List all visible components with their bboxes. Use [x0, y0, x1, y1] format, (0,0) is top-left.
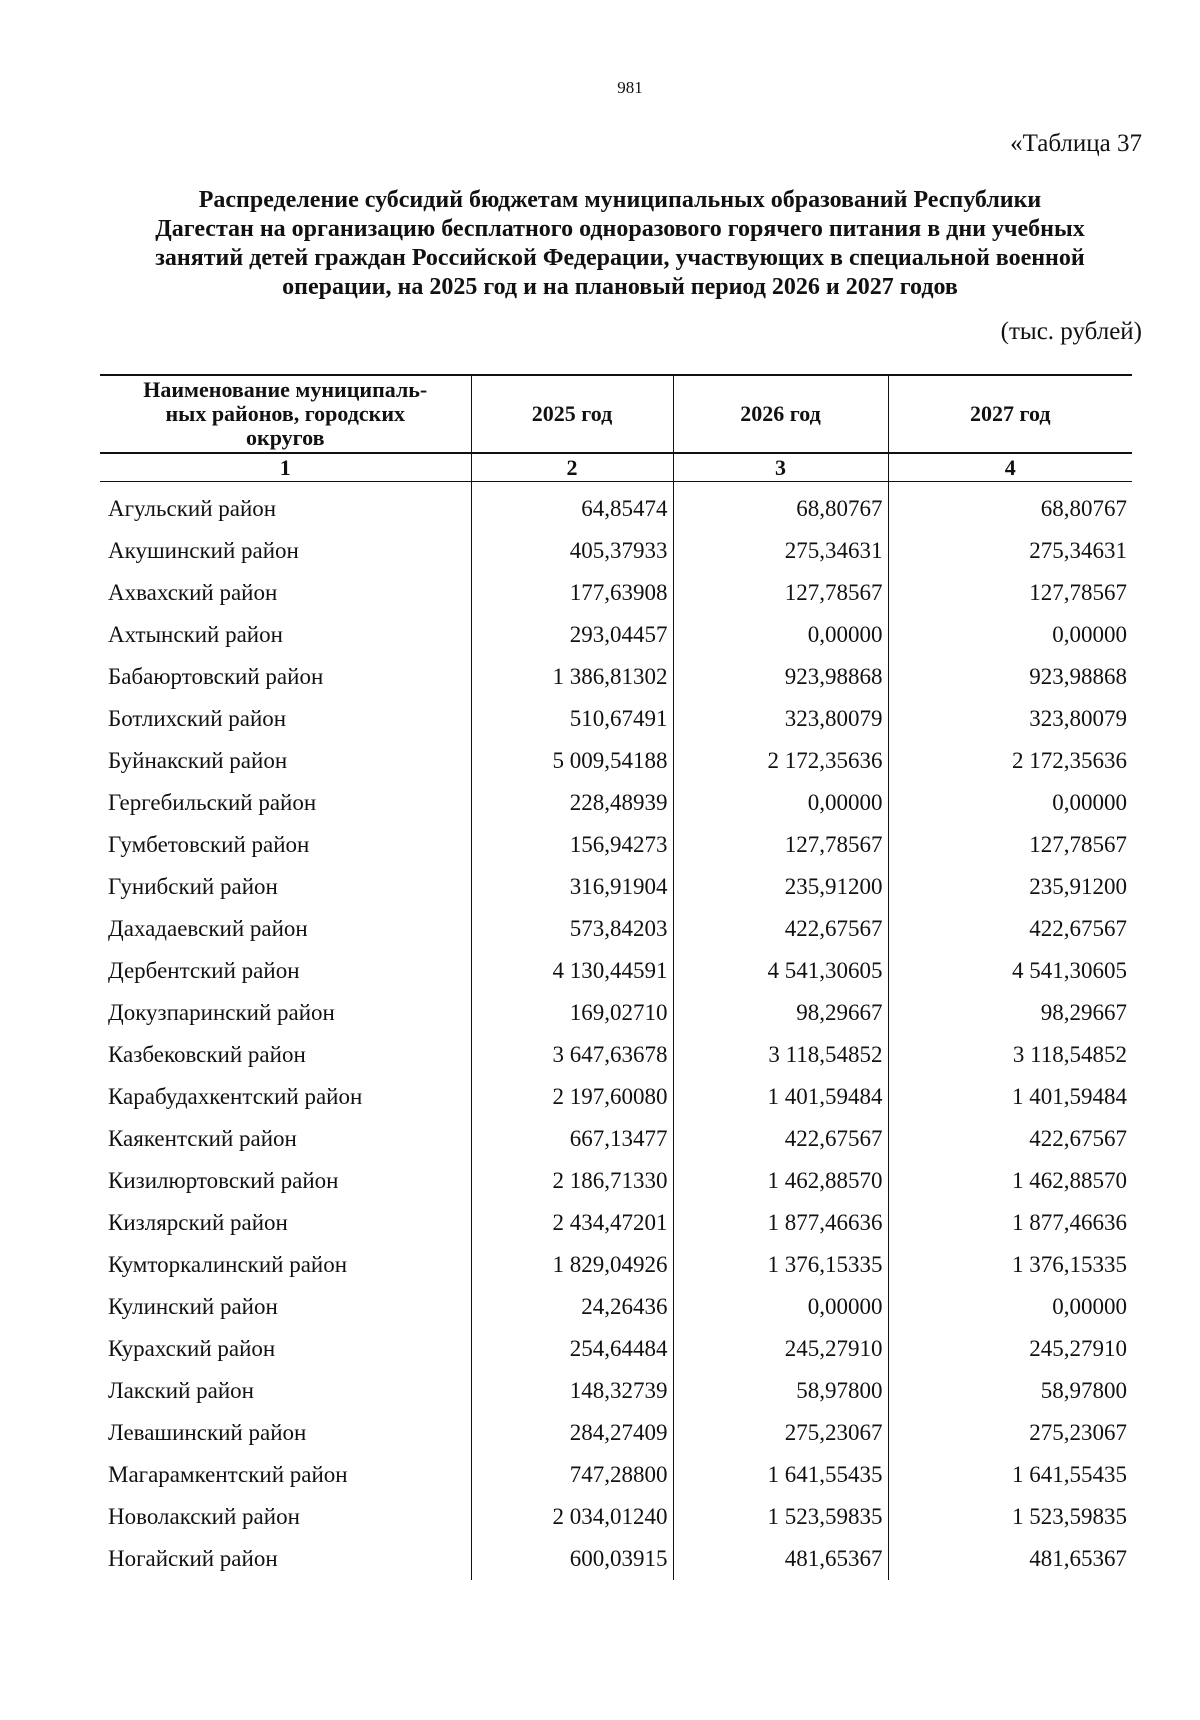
municipality-name-cell: Курахский район [108, 1336, 276, 1361]
value-2025-cell: 1 829,04926 [471, 1244, 673, 1286]
value-2027-cell: 0,00000 [888, 782, 1132, 824]
value-2027-cell: 0,00000 [888, 1286, 1132, 1328]
value-2027-cell: 1 401,59484 [888, 1076, 1132, 1118]
value-2027-cell: 0,00000 [888, 614, 1132, 656]
value-2027-cell: 1 641,55435 [888, 1454, 1132, 1496]
column-number: 1 [100, 453, 471, 482]
value-2026-cell: 3 118,54852 [673, 1034, 888, 1076]
column-number-row [100, 453, 1132, 482]
value-2025-cell: 667,13477 [471, 1118, 673, 1160]
value-2026-cell: 0,00000 [673, 782, 888, 824]
municipality-name-cell: Дахадаевский район [108, 916, 308, 941]
table-row [100, 1244, 1132, 1286]
table-row [100, 1118, 1132, 1160]
value-2025-cell: 169,02710 [471, 992, 673, 1034]
value-2027-cell: 68,80767 [888, 482, 1132, 531]
municipality-name-cell: Новолакский район [108, 1504, 300, 1529]
value-2025-cell: 5 009,54188 [471, 740, 673, 782]
value-2026-cell: 275,34631 [673, 530, 888, 572]
subsidy-table [100, 374, 1132, 1580]
page-number: 981 [617, 78, 643, 97]
header-name-line: округов [246, 425, 325, 450]
value-2025-cell: 2 034,01240 [471, 1496, 673, 1538]
column-number: 3 [673, 453, 888, 482]
value-2026-cell: 4 541,30605 [673, 950, 888, 992]
municipality-name-cell: Гунибский район [108, 874, 278, 899]
value-2027-cell: 275,23067 [888, 1412, 1132, 1454]
municipality-name-cell: Каякентский район [108, 1126, 297, 1151]
table-row [100, 656, 1132, 698]
table-row [100, 482, 1132, 531]
value-2027-cell: 245,27910 [888, 1328, 1132, 1370]
value-2027-cell: 1 462,88570 [888, 1160, 1132, 1202]
value-2026-cell: 68,80767 [673, 482, 888, 531]
municipality-name-cell: Лакский район [108, 1378, 254, 1403]
value-2027-cell: 4 541,30605 [888, 950, 1132, 992]
units-label: (тыс. рублей) [1000, 318, 1142, 345]
value-2025-cell: 747,28800 [471, 1454, 673, 1496]
column-number: 2 [471, 453, 673, 482]
table-row [100, 740, 1132, 782]
table-row [100, 1538, 1132, 1580]
table-row [100, 530, 1132, 572]
table-row [100, 908, 1132, 950]
value-2025-cell: 316,91904 [471, 866, 673, 908]
municipality-name-cell: Ахтынский район [108, 622, 283, 647]
value-2027-cell: 923,98868 [888, 656, 1132, 698]
value-2025-cell: 148,32739 [471, 1370, 673, 1412]
value-2025-cell: 228,48939 [471, 782, 673, 824]
municipality-name-cell: Буйнакский район [108, 748, 288, 773]
value-2026-cell: 1 641,55435 [673, 1454, 888, 1496]
table-row [100, 614, 1132, 656]
value-2027-cell: 422,67567 [888, 1118, 1132, 1160]
value-2027-cell: 323,80079 [888, 698, 1132, 740]
value-2027-cell: 2 172,35636 [888, 740, 1132, 782]
table-row [100, 866, 1132, 908]
value-2025-cell: 573,84203 [471, 908, 673, 950]
value-2025-cell: 254,64484 [471, 1328, 673, 1370]
municipality-name-cell: Дербентский район [108, 958, 300, 983]
title-line: операции, на 2025 год и на плановый период 2026 и 2027 годов [282, 274, 958, 300]
header-2026: 2026 год [673, 375, 888, 453]
value-2026-cell: 2 172,35636 [673, 740, 888, 782]
value-2027-cell: 3 118,54852 [888, 1034, 1132, 1076]
value-2025-cell: 2 186,71330 [471, 1160, 673, 1202]
value-2026-cell: 1 877,46636 [673, 1202, 888, 1244]
municipality-name-cell: Ботлихский район [108, 706, 287, 731]
municipality-name-cell: Ногайский район [108, 1546, 278, 1571]
value-2026-cell: 923,98868 [673, 656, 888, 698]
table-row [100, 1454, 1132, 1496]
municipality-name-cell: Акушинский район [108, 538, 299, 563]
value-2027-cell: 275,34631 [888, 530, 1132, 572]
table-row [100, 1412, 1132, 1454]
municipality-name-cell: Гумбетовский район [108, 832, 310, 857]
table-row [100, 824, 1132, 866]
value-2027-cell: 98,29667 [888, 992, 1132, 1034]
table-row [100, 1370, 1132, 1412]
header-2025: 2025 год [471, 375, 673, 453]
table-label: «Таблица 37 [1010, 130, 1142, 157]
table-row [100, 782, 1132, 824]
header-municipality-name [100, 375, 471, 453]
value-2025-cell: 2 197,60080 [471, 1076, 673, 1118]
value-2025-cell: 1 386,81302 [471, 656, 673, 698]
value-2026-cell: 245,27910 [673, 1328, 888, 1370]
header-name-line: ных районов, городских [165, 401, 406, 426]
table-header-row [100, 375, 1132, 453]
value-2025-cell: 284,27409 [471, 1412, 673, 1454]
municipality-name-cell: Кумторкалинский район [108, 1252, 348, 1277]
municipality-name-cell: Кизлярский район [108, 1210, 288, 1235]
value-2027-cell: 1 877,46636 [888, 1202, 1132, 1244]
value-2025-cell: 3 647,63678 [471, 1034, 673, 1076]
value-2025-cell: 405,37933 [471, 530, 673, 572]
municipality-name-cell: Магарамкентский район [108, 1462, 348, 1487]
municipality-name-cell: Карабудахкентский район [108, 1084, 363, 1109]
table-row [100, 698, 1132, 740]
value-2025-cell: 2 434,47201 [471, 1202, 673, 1244]
document-title [110, 186, 1130, 302]
value-2026-cell: 127,78567 [673, 824, 888, 866]
value-2026-cell: 0,00000 [673, 614, 888, 656]
value-2027-cell: 235,91200 [888, 866, 1132, 908]
value-2027-cell: 1 376,15335 [888, 1244, 1132, 1286]
table-row [100, 1034, 1132, 1076]
value-2027-cell: 127,78567 [888, 824, 1132, 866]
municipality-name-cell: Левашинский район [108, 1420, 307, 1445]
table-row [100, 1496, 1132, 1538]
value-2025-cell: 293,04457 [471, 614, 673, 656]
value-2026-cell: 58,97800 [673, 1370, 888, 1412]
value-2026-cell: 275,23067 [673, 1412, 888, 1454]
table-row [100, 992, 1132, 1034]
value-2026-cell: 1 462,88570 [673, 1160, 888, 1202]
table-row [100, 950, 1132, 992]
column-number: 4 [888, 453, 1132, 482]
value-2026-cell: 0,00000 [673, 1286, 888, 1328]
value-2025-cell: 64,85474 [471, 482, 673, 531]
table-row [100, 1202, 1132, 1244]
title-line: Дагестан на организацию бесплатного одноразового горячего питания в дни учебных [155, 216, 1085, 242]
municipality-name-cell: Докузпаринский район [108, 1000, 335, 1025]
table-row [100, 572, 1132, 614]
municipality-name-cell: Казбековский район [108, 1042, 306, 1067]
value-2027-cell: 1 523,59835 [888, 1496, 1132, 1538]
value-2025-cell: 24,26436 [471, 1286, 673, 1328]
value-2027-cell: 481,65367 [888, 1538, 1132, 1580]
table-row [100, 1076, 1132, 1118]
value-2026-cell: 235,91200 [673, 866, 888, 908]
value-2026-cell: 127,78567 [673, 572, 888, 614]
table-row [100, 1328, 1132, 1370]
value-2026-cell: 481,65367 [673, 1538, 888, 1580]
value-2026-cell: 1 401,59484 [673, 1076, 888, 1118]
header-name-line: Наименование муниципаль- [143, 377, 428, 402]
value-2025-cell: 510,67491 [471, 698, 673, 740]
municipality-name-cell: Гергебильский район [108, 790, 317, 815]
value-2026-cell: 1 376,15335 [673, 1244, 888, 1286]
title-line: Распределение субсидий бюджетам муниципальных образований Республики [198, 187, 1042, 213]
municipality-name-cell: Агульский район [108, 496, 277, 521]
value-2025-cell: 177,63908 [471, 572, 673, 614]
value-2026-cell: 323,80079 [673, 698, 888, 740]
value-2026-cell: 422,67567 [673, 908, 888, 950]
value-2027-cell: 422,67567 [888, 908, 1132, 950]
municipality-name-cell: Кулинский район [108, 1294, 278, 1319]
table-row [100, 1286, 1132, 1328]
municipality-name-cell: Кизилюртовский район [108, 1168, 339, 1193]
value-2025-cell: 4 130,44591 [471, 950, 673, 992]
value-2026-cell: 1 523,59835 [673, 1496, 888, 1538]
municipality-name-cell: Бабаюртовский район [108, 664, 324, 689]
table-body [100, 482, 1132, 1581]
value-2027-cell: 127,78567 [888, 572, 1132, 614]
table-row [100, 1160, 1132, 1202]
value-2025-cell: 156,94273 [471, 824, 673, 866]
title-line: занятий детей граждан Российской Федерации, участвующих в специальной военной [155, 245, 1085, 271]
value-2026-cell: 422,67567 [673, 1118, 888, 1160]
value-2027-cell: 58,97800 [888, 1370, 1132, 1412]
value-2025-cell: 600,03915 [471, 1538, 673, 1580]
value-2026-cell: 98,29667 [673, 992, 888, 1034]
header-2027: 2027 год [888, 375, 1132, 453]
municipality-name-cell: Ахвахский район [108, 580, 278, 605]
